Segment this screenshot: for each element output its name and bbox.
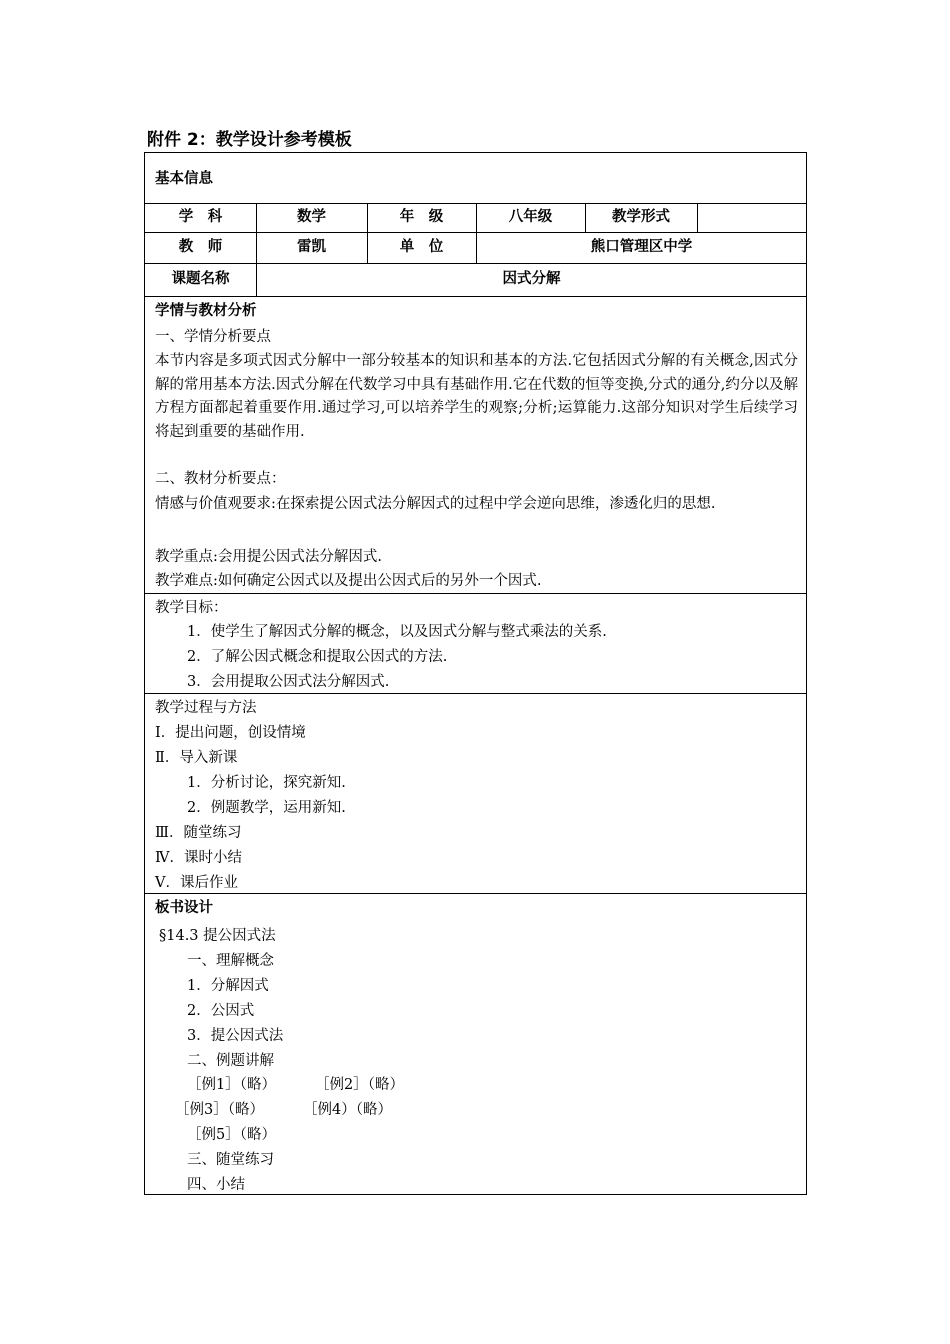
topic-label: 课题名称 <box>171 271 230 287</box>
subject-value: 数学 <box>297 209 326 225</box>
basic-info-header: 基本信息 <box>155 171 213 187</box>
lesson-plan-table <box>144 152 807 1195</box>
objective-item: 2．了解公因式概念和提取公因式的方法. <box>187 649 448 665</box>
board-design-header: 板书设计 <box>155 900 213 916</box>
board-line: 二、例题讲解 <box>187 1053 274 1069</box>
process-substep: 1．分析讨论，探究新知. <box>187 775 346 791</box>
process-step: Ⅰ．提出问题，创设情境 <box>155 725 306 741</box>
row-divider <box>145 893 806 894</box>
board-line: 2．公因式 <box>187 1003 255 1019</box>
process-step: Ⅳ．课时小结 <box>155 850 242 866</box>
material-analysis-heading: 二、教材分析要点： <box>155 471 286 487</box>
board-example: ［例4）（略） <box>303 1102 392 1118</box>
board-line: §14.3 提公因式法 <box>159 928 276 944</box>
teacher-label: 教 师 <box>178 239 223 255</box>
emotion-goal-text: 情感与价值观要求:在探索提公因式法分解因式的过程中学会逆向思维，渗透化归的思想. <box>155 496 716 512</box>
process-step: Ⅲ．随堂练习 <box>155 825 242 841</box>
topic-value: 因式分解 <box>502 271 561 287</box>
student-analysis-text: 本节内容是多项式因式分解中一部分较基本的知识和基本的方法.它包括因式分解的有关概念,因式分解的常用基本方法.因式分解在代数学习中具有基础作用.它在代数的恒等变换,分式的通分,约分以及解方程方面都起着重要作用.通过学习,可以培养学生的观察;分析;运算能力.这部分知识对学生后续学习将起到重要的基础作用. <box>155 353 798 440</box>
objective-item: 3．会用提取公因式法分解因式. <box>187 674 390 690</box>
grade-label: 年 级 <box>399 209 444 225</box>
grade-value: 八年级 <box>508 209 553 225</box>
row-divider <box>145 263 806 264</box>
board-line: 四、小结 <box>187 1177 245 1193</box>
row-divider <box>145 693 806 694</box>
board-example: ［例3］（略） <box>175 1102 264 1118</box>
objectives-header: 教学目标： <box>155 600 228 616</box>
student-analysis-heading: 一、学情分析要点 <box>155 329 271 345</box>
process-substep: 2．例题教学，运用新知. <box>187 800 346 816</box>
process-step: Ⅴ．课后作业 <box>155 875 238 891</box>
board-example: ［例1］（略） <box>187 1077 276 1093</box>
teacher-value: 雷凯 <box>297 239 326 255</box>
unit-label: 单 位 <box>399 239 444 255</box>
board-line: 一、理解概念 <box>187 953 274 969</box>
process-header: 教学过程与方法 <box>155 700 257 716</box>
key-point-text: 教学重点:会用提公因式法分解因式. <box>155 549 382 565</box>
process-step: Ⅱ．导入新课 <box>155 750 238 766</box>
board-line: 3．提公因式法 <box>187 1028 284 1044</box>
board-example: ［例5］（略） <box>187 1127 276 1143</box>
board-line: 三、随堂练习 <box>187 1152 274 1168</box>
teaching-form-label: 教学形式 <box>612 209 670 225</box>
board-line: 1．分解因式 <box>187 978 269 994</box>
row-divider <box>145 593 806 594</box>
objective-item: 1．使学生了解因式分解的概念，以及因式分解与整式乘法的关系. <box>187 624 607 640</box>
column-divider <box>697 203 698 232</box>
difficulty-text: 教学难点:如何确定公因式以及提出公因式后的另外一个因式. <box>155 573 542 589</box>
unit-value: 熊口管理区中学 <box>590 239 693 255</box>
row-divider <box>145 296 806 297</box>
analysis-header: 学情与教材分析 <box>155 303 257 319</box>
document-title: 附件 2：教学设计参考模板 <box>147 130 352 150</box>
subject-label: 学 科 <box>178 209 223 225</box>
board-example: ［例2］（略） <box>315 1077 404 1093</box>
